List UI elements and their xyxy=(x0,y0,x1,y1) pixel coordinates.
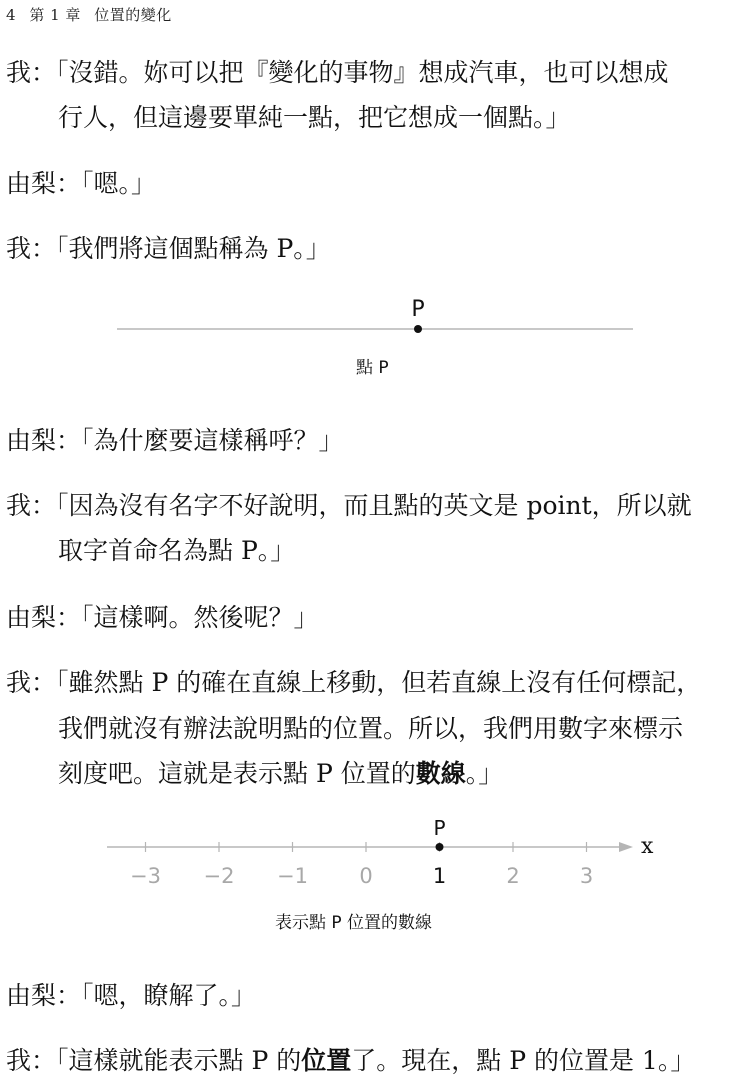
bold-term: 位置 xyxy=(301,1046,352,1075)
speaker: 由梨： xyxy=(6,603,82,632)
line-text: 取字首命名為點 P。」 xyxy=(58,536,296,565)
dialogue-line xyxy=(6,1048,746,1073)
axis-arrowhead xyxy=(619,842,633,852)
tick-label: 3 xyxy=(579,864,594,888)
line-text: 「這樣就能表示點 P 的 xyxy=(56,1046,302,1075)
point-p-dot xyxy=(436,843,444,851)
page-number: 4 xyxy=(6,6,17,24)
line-text: 刻度吧。這就是表示點 P 位置的 xyxy=(58,759,416,788)
speaker: 我： xyxy=(6,668,57,697)
line-text: 「雖然點 P 的確在直線上移動，但若直線上沒有任何標記， xyxy=(56,668,702,697)
tick-label: 1 xyxy=(432,864,447,888)
speaker: 我： xyxy=(6,491,57,520)
dialogue-line xyxy=(6,983,746,1008)
line-text: 行人，但這邊要單純一點，把它想成一個點。」 xyxy=(58,103,571,132)
ticks-group xyxy=(130,816,593,888)
speaker: 由梨： xyxy=(6,426,82,455)
tick-label: −2 xyxy=(203,864,235,888)
line-text: 「沒錯。妳可以把『變化的事物』想成汽車，也可以想成 xyxy=(56,58,669,87)
line-text: 了。現在，點 P 的位置是 1。」 xyxy=(351,1046,696,1075)
line-text: 「這樣啊。然後呢？」 xyxy=(81,603,319,632)
chapter-title: 位置的變化 xyxy=(94,6,172,24)
speaker: 由梨： xyxy=(6,169,82,198)
tick-label: −1 xyxy=(277,864,308,888)
line-text: 。」 xyxy=(465,759,504,788)
speaker: 我： xyxy=(6,234,57,263)
speaker: 我： xyxy=(6,1046,57,1075)
bold-term: 數線 xyxy=(415,759,466,788)
line-text: 「我們將這個點稱為 P。」 xyxy=(56,234,331,263)
line-text: 我們就沒有辦法說明點的位置。所以，我們用數字來標示 xyxy=(58,714,684,743)
speaker: 由梨： xyxy=(6,981,82,1010)
tick-label: 2 xyxy=(506,864,520,888)
tick-label: −3 xyxy=(130,864,161,888)
speaker: 我： xyxy=(6,58,57,87)
chapter-number: 第 1 章 xyxy=(29,6,81,24)
point-p-label: P xyxy=(433,816,446,840)
figure2-caption: 表示點 P 位置的數線 xyxy=(275,913,433,933)
line-text: 「因為沒有名字不好說明，而且點的英文是 point，所以就 xyxy=(56,491,692,520)
tick-label: 0 xyxy=(359,864,373,888)
figure1-caption: 點 P xyxy=(356,358,389,378)
point-p-label: P xyxy=(411,297,425,322)
line-text: 「嗯，瞭解了。」 xyxy=(81,981,257,1010)
line-text: 「為什麼要這樣稱呼？」 xyxy=(81,426,344,455)
axis-label-x: x xyxy=(641,834,654,859)
line-text: 「嗯。」 xyxy=(81,169,157,198)
